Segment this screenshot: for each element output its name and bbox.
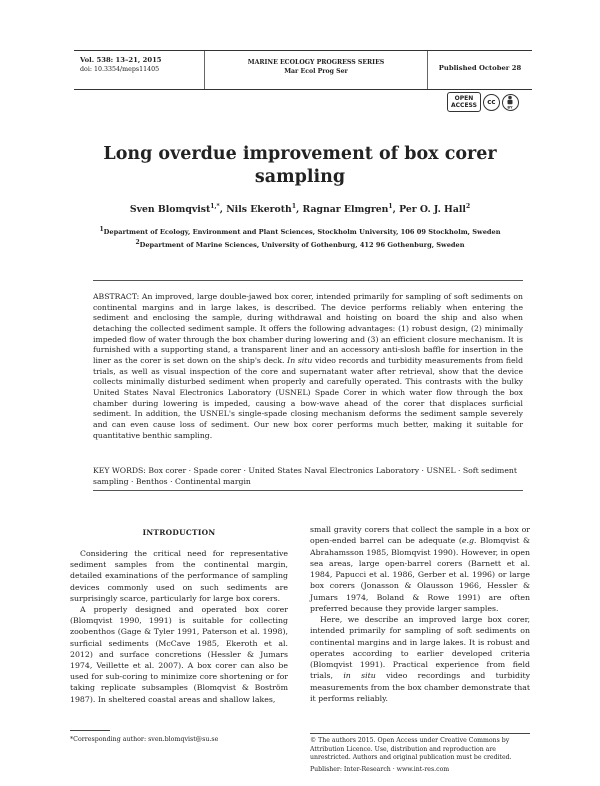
volume: Vol. 538: 13–21, 2015 — [80, 56, 162, 64]
publisher-line[interactable]: Publisher: Inter-Research · www.int-res.com — [310, 765, 450, 773]
author: Ragnar Elmgren — [302, 204, 389, 216]
author-list: Sven Blomqvist$^{1,*}$, Nils Ekeroth$^1$, Ragnar Elmgren$^1$, Per O. J. Hall$^2$ — [129, 203, 471, 216]
journal-name — [205, 51, 428, 89]
abstract: ABSTRACT: An improved, large double-jawed box corer, intended primarily for sampling of soft sediments on continental margins and in large lakes, is described. The device performs reliably when entering the sediment and enclosing the sample, during withdrawal and hoisting on board the ship and also when detaching the collected sediment sample. It offers the following advantages: (1) robust design, (2) minimally impeded flow of water through the box chamber during lowering and (3) an efficient closure mechanism. It is furnished with a supporting stand, a transparent liner and an accessory anti-slosh baffle for insertion in the liner as the corer is set down on the ship's deck. In situ video records and turbidity measurements from field trials, as well as visual inspection of the core and supernatant water after retrieval, show that the device collects minimally disturbed sediment when properly and carefully operated. This contrasts with the bulky United States Naval Electronics Laboratory (USNEL) Spade Corer in which water flow through the box chamber during lowering is impeded, causing a bow-wave ahead of the corer that displaces surficial sediment. In addition, the USNEL's single-spade closing mechanism deforms the sediment sample severely and can even cause loss of sediment. Our new box corer performs much better, making it suitable for quantitative benthic sampling. — [93, 292, 523, 440]
footnote-divider — [70, 730, 110, 731]
svg-text:BY: BY — [507, 105, 513, 109]
author: Sven Blomqvist — [129, 204, 211, 216]
affiliations — [60, 225, 540, 250]
creative-commons-icon: cc — [483, 94, 500, 111]
journal-title: MARINE ECOLOGY PROGRESS SERIES — [247, 59, 385, 66]
keywords-label: KEY WORDS: — [93, 466, 146, 475]
doi[interactable]: doi: 10.3354/meps11405 — [80, 66, 160, 73]
abstract-label: ABSTRACT: — [93, 292, 140, 301]
author: Per O. J. Hall — [399, 204, 466, 216]
paragraph: A properly designed and operated box corer (Blomqvist 1990, 1991) is suitable for collecting zoobenthos (Gage & Tyler 1991, Paterson et al. 1998), surficial sediments (McCave 1985, Ekeroth et al. 2012) and surface concretions (Hessler & Jumars 1974, Veillette et al. 2007). A box corer can also be used for sub-coring to minimize core shortening or for taking replicate subsamples (Blomqvist & Boström 1987). In sheltered coastal areas and shallow lakes, — [70, 605, 288, 704]
paragraph: Considering the critical need for representative sediment samples from the continental margin, detailed examinations of the performance of sampling devices commonly used on such sediments are surprisingly scarce, particularly for large box corers. — [70, 549, 288, 603]
paragraph: small gravity corers that collect the sample in a box or open-ended barrel can be adequate (e.g. Blomqvist & Abrahamsson 1985, Blomqvist 1990). However, in open sea areas, large open-barrel corers (Barnett et al. 1984, Papucci et al. 1986, Gerber et al. 1996) or large box corers (Jonasson & Olausson 1966, Hessler & Jumars 1974, Boland & Rowe 1991) are often preferred because they provide larger samples. — [310, 525, 530, 613]
affiliation: $^2$Department of Marine Sciences, University of Gothenburg, 412 96 Gothenburg, Sweden — [135, 238, 465, 249]
license-text: © The authors 2015. Open Access under Creative Commons by Attribution Licence. Use, distribution and reproduction are unrestricted. Authors and original publication must be credited. — [310, 737, 512, 762]
section-heading: INTRODUCTION — [142, 528, 216, 537]
attribution-icon — [502, 94, 519, 111]
open-access-icon: OPEN ACCESS — [447, 92, 481, 112]
body-column-left — [70, 548, 288, 705]
license-badges[interactable] — [447, 92, 519, 112]
corresponding-author-footnote: *Corresponding author: sven.blomqvist@su.se — [70, 736, 219, 743]
affiliation: $^1$Department of Ecology, Environment and Plant Sciences, Stockholm University, 106 09 Stockholm, Sweden — [99, 226, 501, 237]
paragraph: Here, we describe an improved large box corer, intended primarily for sampling of soft sediments on continental margins and in large lakes. It is robust and operates according to earlier developed criteria (Blomqvist 1991). Practical experience from field trials, in situ video recordings and turbidity measurements from the box chamber demonstrate that it performs reliably. — [310, 615, 530, 703]
volume-info — [74, 51, 205, 89]
keywords: KEY WORDS: Box corer · Spade corer · United States Naval Electronics Laboratory · USNEL · Soft sediment sampling · Benthos · Continental margin — [93, 466, 517, 486]
journal-header — [74, 50, 532, 90]
author: Nils Ekeroth — [226, 204, 292, 216]
journal-abbrev: Mar Ecol Prog Ser — [284, 68, 348, 75]
article-title: Long overdue improvement of box corer sampling — [103, 144, 497, 187]
published-date: Published October 28 — [438, 64, 522, 72]
body-column-right — [310, 524, 530, 704]
copyright-notice — [310, 733, 530, 774]
